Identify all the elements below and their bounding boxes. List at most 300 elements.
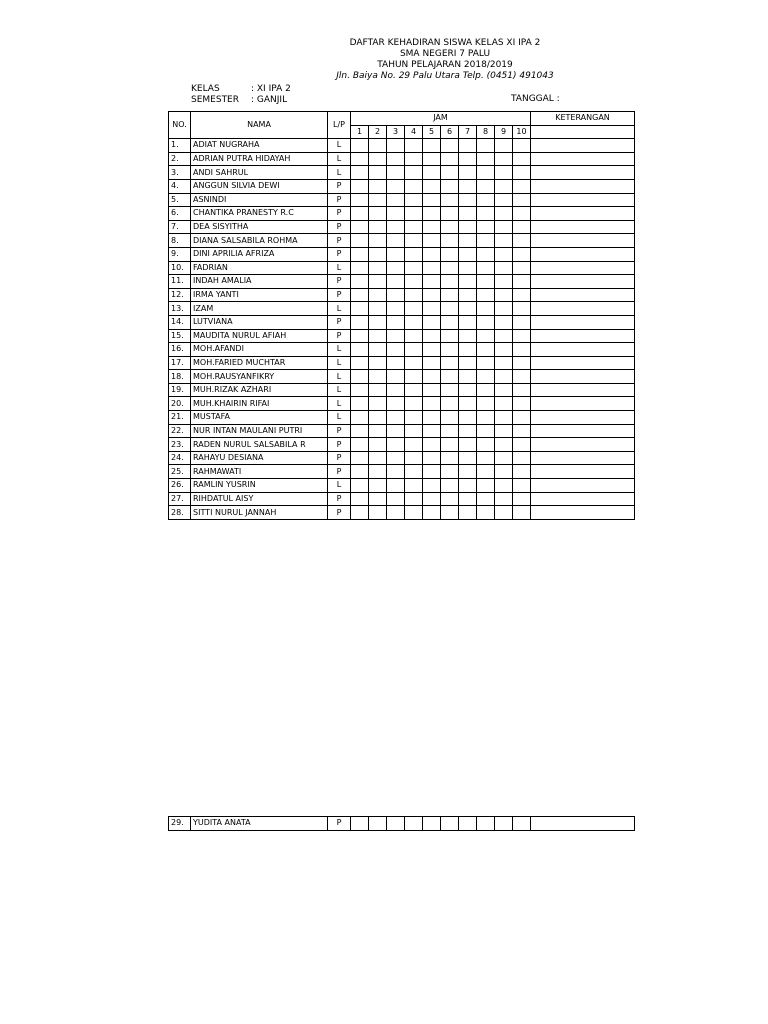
attendance-cell[interactable] (477, 207, 495, 221)
attendance-cell[interactable] (351, 179, 369, 193)
attendance-cell[interactable] (351, 424, 369, 438)
attendance-cell[interactable] (495, 302, 513, 316)
attendance-cell[interactable] (387, 411, 405, 425)
attendance-cell[interactable] (459, 302, 477, 316)
attendance-cell[interactable] (477, 397, 495, 411)
attendance-cell[interactable] (441, 465, 459, 479)
attendance-cell[interactable] (369, 411, 387, 425)
attendance-cell[interactable] (405, 817, 423, 831)
attendance-cell[interactable] (459, 411, 477, 425)
attendance-cell[interactable] (423, 424, 441, 438)
attendance-cell[interactable] (423, 356, 441, 370)
attendance-cell[interactable] (513, 438, 531, 452)
attendance-cell[interactable] (405, 438, 423, 452)
attendance-cell[interactable] (369, 207, 387, 221)
keterangan-cell[interactable] (531, 479, 635, 493)
attendance-cell[interactable] (513, 152, 531, 166)
attendance-cell[interactable] (477, 451, 495, 465)
attendance-cell[interactable] (513, 506, 531, 520)
attendance-cell[interactable] (459, 465, 477, 479)
attendance-cell[interactable] (423, 247, 441, 261)
attendance-cell[interactable] (441, 411, 459, 425)
attendance-cell[interactable] (387, 343, 405, 357)
attendance-cell[interactable] (513, 817, 531, 831)
keterangan-cell[interactable] (531, 139, 635, 153)
keterangan-cell[interactable] (531, 438, 635, 452)
attendance-cell[interactable] (387, 139, 405, 153)
attendance-cell[interactable] (459, 370, 477, 384)
attendance-cell[interactable] (405, 492, 423, 506)
attendance-cell[interactable] (351, 261, 369, 275)
attendance-cell[interactable] (513, 356, 531, 370)
attendance-cell[interactable] (477, 383, 495, 397)
attendance-cell[interactable] (387, 383, 405, 397)
attendance-cell[interactable] (423, 492, 441, 506)
attendance-cell[interactable] (423, 302, 441, 316)
attendance-cell[interactable] (441, 302, 459, 316)
attendance-cell[interactable] (513, 411, 531, 425)
attendance-cell[interactable] (351, 315, 369, 329)
attendance-cell[interactable] (405, 383, 423, 397)
attendance-cell[interactable] (351, 479, 369, 493)
attendance-cell[interactable] (351, 207, 369, 221)
attendance-cell[interactable] (441, 315, 459, 329)
attendance-cell[interactable] (441, 179, 459, 193)
attendance-cell[interactable] (369, 166, 387, 180)
attendance-cell[interactable] (459, 139, 477, 153)
attendance-cell[interactable] (351, 383, 369, 397)
attendance-cell[interactable] (387, 220, 405, 234)
attendance-cell[interactable] (405, 424, 423, 438)
attendance-cell[interactable] (495, 193, 513, 207)
attendance-cell[interactable] (405, 506, 423, 520)
attendance-cell[interactable] (459, 193, 477, 207)
keterangan-cell[interactable] (531, 492, 635, 506)
attendance-cell[interactable] (459, 288, 477, 302)
keterangan-cell[interactable] (531, 817, 635, 831)
attendance-cell[interactable] (513, 383, 531, 397)
attendance-cell[interactable] (459, 438, 477, 452)
attendance-cell[interactable] (351, 152, 369, 166)
attendance-cell[interactable] (477, 152, 495, 166)
attendance-cell[interactable] (369, 302, 387, 316)
attendance-cell[interactable] (405, 234, 423, 248)
attendance-cell[interactable] (441, 424, 459, 438)
attendance-cell[interactable] (441, 343, 459, 357)
attendance-cell[interactable] (423, 261, 441, 275)
attendance-cell[interactable] (441, 479, 459, 493)
attendance-cell[interactable] (513, 302, 531, 316)
attendance-cell[interactable] (387, 275, 405, 289)
attendance-cell[interactable] (405, 302, 423, 316)
attendance-cell[interactable] (477, 139, 495, 153)
attendance-cell[interactable] (495, 451, 513, 465)
attendance-cell[interactable] (495, 234, 513, 248)
attendance-cell[interactable] (405, 207, 423, 221)
attendance-cell[interactable] (459, 397, 477, 411)
keterangan-cell[interactable] (531, 275, 635, 289)
attendance-cell[interactable] (405, 193, 423, 207)
attendance-cell[interactable] (513, 220, 531, 234)
keterangan-cell[interactable] (531, 329, 635, 343)
attendance-cell[interactable] (405, 166, 423, 180)
attendance-cell[interactable] (369, 817, 387, 831)
attendance-cell[interactable] (459, 247, 477, 261)
attendance-cell[interactable] (513, 139, 531, 153)
attendance-cell[interactable] (513, 451, 531, 465)
attendance-cell[interactable] (351, 370, 369, 384)
attendance-cell[interactable] (477, 329, 495, 343)
attendance-cell[interactable] (441, 220, 459, 234)
attendance-cell[interactable] (441, 329, 459, 343)
attendance-cell[interactable] (513, 492, 531, 506)
keterangan-cell[interactable] (531, 315, 635, 329)
attendance-cell[interactable] (495, 424, 513, 438)
attendance-cell[interactable] (513, 179, 531, 193)
attendance-cell[interactable] (513, 315, 531, 329)
attendance-cell[interactable] (495, 275, 513, 289)
attendance-cell[interactable] (477, 220, 495, 234)
keterangan-cell[interactable] (531, 166, 635, 180)
attendance-cell[interactable] (423, 220, 441, 234)
attendance-cell[interactable] (513, 465, 531, 479)
attendance-cell[interactable] (495, 207, 513, 221)
attendance-cell[interactable] (387, 492, 405, 506)
attendance-cell[interactable] (405, 411, 423, 425)
attendance-cell[interactable] (459, 383, 477, 397)
attendance-cell[interactable] (387, 397, 405, 411)
attendance-cell[interactable] (441, 207, 459, 221)
attendance-cell[interactable] (405, 356, 423, 370)
attendance-cell[interactable] (369, 193, 387, 207)
attendance-cell[interactable] (387, 817, 405, 831)
attendance-cell[interactable] (513, 193, 531, 207)
attendance-cell[interactable] (423, 315, 441, 329)
attendance-cell[interactable] (405, 220, 423, 234)
keterangan-cell[interactable] (531, 465, 635, 479)
attendance-cell[interactable] (477, 479, 495, 493)
attendance-cell[interactable] (387, 451, 405, 465)
attendance-cell[interactable] (351, 193, 369, 207)
attendance-cell[interactable] (387, 247, 405, 261)
attendance-cell[interactable] (495, 152, 513, 166)
attendance-cell[interactable] (387, 166, 405, 180)
keterangan-cell[interactable] (531, 411, 635, 425)
attendance-cell[interactable] (387, 506, 405, 520)
attendance-cell[interactable] (369, 315, 387, 329)
attendance-cell[interactable] (459, 479, 477, 493)
attendance-cell[interactable] (351, 139, 369, 153)
keterangan-cell[interactable] (531, 506, 635, 520)
keterangan-cell[interactable] (531, 370, 635, 384)
keterangan-cell[interactable] (531, 220, 635, 234)
attendance-cell[interactable] (513, 329, 531, 343)
attendance-cell[interactable] (477, 370, 495, 384)
attendance-cell[interactable] (423, 370, 441, 384)
attendance-cell[interactable] (405, 397, 423, 411)
attendance-cell[interactable] (351, 275, 369, 289)
attendance-cell[interactable] (441, 288, 459, 302)
attendance-cell[interactable] (423, 234, 441, 248)
attendance-cell[interactable] (495, 479, 513, 493)
attendance-cell[interactable] (387, 315, 405, 329)
attendance-cell[interactable] (405, 465, 423, 479)
attendance-cell[interactable] (441, 492, 459, 506)
attendance-cell[interactable] (495, 288, 513, 302)
attendance-cell[interactable] (477, 193, 495, 207)
attendance-cell[interactable] (477, 275, 495, 289)
keterangan-cell[interactable] (531, 343, 635, 357)
attendance-cell[interactable] (387, 302, 405, 316)
attendance-cell[interactable] (423, 329, 441, 343)
attendance-cell[interactable] (351, 343, 369, 357)
attendance-cell[interactable] (459, 329, 477, 343)
attendance-cell[interactable] (351, 451, 369, 465)
attendance-cell[interactable] (387, 261, 405, 275)
keterangan-cell[interactable] (531, 302, 635, 316)
attendance-cell[interactable] (459, 817, 477, 831)
keterangan-cell[interactable] (531, 451, 635, 465)
attendance-cell[interactable] (351, 288, 369, 302)
keterangan-cell[interactable] (531, 383, 635, 397)
attendance-cell[interactable] (459, 234, 477, 248)
attendance-cell[interactable] (423, 288, 441, 302)
attendance-cell[interactable] (495, 166, 513, 180)
attendance-cell[interactable] (441, 383, 459, 397)
keterangan-cell[interactable] (531, 193, 635, 207)
attendance-cell[interactable] (477, 288, 495, 302)
attendance-cell[interactable] (477, 817, 495, 831)
attendance-cell[interactable] (369, 288, 387, 302)
attendance-cell[interactable] (459, 179, 477, 193)
attendance-cell[interactable] (405, 370, 423, 384)
attendance-cell[interactable] (459, 152, 477, 166)
keterangan-cell[interactable] (531, 179, 635, 193)
attendance-cell[interactable] (441, 451, 459, 465)
attendance-cell[interactable] (369, 247, 387, 261)
attendance-cell[interactable] (369, 370, 387, 384)
attendance-cell[interactable] (351, 166, 369, 180)
attendance-cell[interactable] (459, 492, 477, 506)
attendance-cell[interactable] (369, 451, 387, 465)
attendance-cell[interactable] (495, 343, 513, 357)
attendance-cell[interactable] (513, 424, 531, 438)
attendance-cell[interactable] (459, 315, 477, 329)
attendance-cell[interactable] (387, 424, 405, 438)
attendance-cell[interactable] (369, 397, 387, 411)
keterangan-cell[interactable] (531, 424, 635, 438)
attendance-cell[interactable] (387, 193, 405, 207)
keterangan-cell[interactable] (531, 356, 635, 370)
attendance-cell[interactable] (459, 166, 477, 180)
attendance-cell[interactable] (369, 329, 387, 343)
keterangan-cell[interactable] (531, 397, 635, 411)
attendance-cell[interactable] (477, 356, 495, 370)
attendance-cell[interactable] (495, 370, 513, 384)
attendance-cell[interactable] (405, 288, 423, 302)
attendance-cell[interactable] (441, 438, 459, 452)
attendance-cell[interactable] (441, 397, 459, 411)
attendance-cell[interactable] (369, 479, 387, 493)
attendance-cell[interactable] (495, 492, 513, 506)
attendance-cell[interactable] (423, 139, 441, 153)
attendance-cell[interactable] (495, 179, 513, 193)
keterangan-cell[interactable] (531, 207, 635, 221)
attendance-cell[interactable] (369, 139, 387, 153)
attendance-cell[interactable] (513, 247, 531, 261)
attendance-cell[interactable] (387, 438, 405, 452)
attendance-cell[interactable] (369, 343, 387, 357)
attendance-cell[interactable] (405, 315, 423, 329)
attendance-cell[interactable] (495, 465, 513, 479)
attendance-cell[interactable] (351, 397, 369, 411)
keterangan-cell[interactable] (531, 247, 635, 261)
attendance-cell[interactable] (405, 179, 423, 193)
attendance-cell[interactable] (387, 329, 405, 343)
attendance-cell[interactable] (369, 275, 387, 289)
attendance-cell[interactable] (477, 492, 495, 506)
attendance-cell[interactable] (459, 207, 477, 221)
keterangan-cell[interactable] (531, 152, 635, 166)
attendance-cell[interactable] (423, 179, 441, 193)
attendance-cell[interactable] (459, 220, 477, 234)
attendance-cell[interactable] (423, 397, 441, 411)
attendance-cell[interactable] (423, 438, 441, 452)
attendance-cell[interactable] (423, 166, 441, 180)
attendance-cell[interactable] (423, 506, 441, 520)
attendance-cell[interactable] (495, 817, 513, 831)
attendance-cell[interactable] (441, 234, 459, 248)
attendance-cell[interactable] (405, 329, 423, 343)
attendance-cell[interactable] (423, 207, 441, 221)
attendance-cell[interactable] (441, 370, 459, 384)
attendance-cell[interactable] (423, 451, 441, 465)
attendance-cell[interactable] (351, 438, 369, 452)
attendance-cell[interactable] (387, 479, 405, 493)
attendance-cell[interactable] (351, 220, 369, 234)
attendance-cell[interactable] (513, 234, 531, 248)
attendance-cell[interactable] (441, 152, 459, 166)
attendance-cell[interactable] (495, 411, 513, 425)
attendance-cell[interactable] (351, 234, 369, 248)
attendance-cell[interactable] (405, 139, 423, 153)
attendance-cell[interactable] (513, 397, 531, 411)
keterangan-cell[interactable] (531, 261, 635, 275)
attendance-cell[interactable] (369, 383, 387, 397)
attendance-cell[interactable] (405, 343, 423, 357)
attendance-cell[interactable] (513, 370, 531, 384)
attendance-cell[interactable] (459, 275, 477, 289)
attendance-cell[interactable] (369, 261, 387, 275)
attendance-cell[interactable] (441, 275, 459, 289)
attendance-cell[interactable] (495, 506, 513, 520)
attendance-cell[interactable] (423, 411, 441, 425)
attendance-cell[interactable] (495, 261, 513, 275)
attendance-cell[interactable] (405, 451, 423, 465)
attendance-cell[interactable] (513, 275, 531, 289)
attendance-cell[interactable] (477, 465, 495, 479)
attendance-cell[interactable] (405, 261, 423, 275)
attendance-cell[interactable] (351, 302, 369, 316)
attendance-cell[interactable] (477, 438, 495, 452)
attendance-cell[interactable] (351, 411, 369, 425)
attendance-cell[interactable] (351, 506, 369, 520)
attendance-cell[interactable] (423, 817, 441, 831)
attendance-cell[interactable] (477, 506, 495, 520)
attendance-cell[interactable] (441, 193, 459, 207)
attendance-cell[interactable] (351, 817, 369, 831)
attendance-cell[interactable] (459, 424, 477, 438)
attendance-cell[interactable] (387, 207, 405, 221)
attendance-cell[interactable] (513, 288, 531, 302)
attendance-cell[interactable] (351, 329, 369, 343)
attendance-cell[interactable] (477, 315, 495, 329)
attendance-cell[interactable] (513, 207, 531, 221)
attendance-cell[interactable] (495, 356, 513, 370)
attendance-cell[interactable] (495, 438, 513, 452)
attendance-cell[interactable] (387, 179, 405, 193)
attendance-cell[interactable] (495, 397, 513, 411)
attendance-cell[interactable] (495, 247, 513, 261)
attendance-cell[interactable] (513, 343, 531, 357)
attendance-cell[interactable] (495, 220, 513, 234)
attendance-cell[interactable] (423, 275, 441, 289)
attendance-cell[interactable] (477, 302, 495, 316)
attendance-cell[interactable] (423, 343, 441, 357)
attendance-cell[interactable] (441, 261, 459, 275)
attendance-cell[interactable] (405, 479, 423, 493)
attendance-cell[interactable] (351, 492, 369, 506)
attendance-cell[interactable] (369, 438, 387, 452)
attendance-cell[interactable] (405, 247, 423, 261)
attendance-cell[interactable] (459, 356, 477, 370)
attendance-cell[interactable] (477, 261, 495, 275)
attendance-cell[interactable] (495, 315, 513, 329)
attendance-cell[interactable] (441, 139, 459, 153)
attendance-cell[interactable] (369, 220, 387, 234)
attendance-cell[interactable] (441, 356, 459, 370)
attendance-cell[interactable] (477, 234, 495, 248)
attendance-cell[interactable] (459, 261, 477, 275)
attendance-cell[interactable] (387, 370, 405, 384)
attendance-cell[interactable] (387, 465, 405, 479)
attendance-cell[interactable] (369, 234, 387, 248)
attendance-cell[interactable] (369, 506, 387, 520)
attendance-cell[interactable] (369, 179, 387, 193)
attendance-cell[interactable] (405, 275, 423, 289)
attendance-cell[interactable] (477, 247, 495, 261)
attendance-cell[interactable] (423, 465, 441, 479)
attendance-cell[interactable] (477, 411, 495, 425)
attendance-cell[interactable] (423, 152, 441, 166)
attendance-cell[interactable] (351, 247, 369, 261)
attendance-cell[interactable] (459, 451, 477, 465)
attendance-cell[interactable] (423, 193, 441, 207)
attendance-cell[interactable] (459, 343, 477, 357)
attendance-cell[interactable] (387, 152, 405, 166)
attendance-cell[interactable] (441, 506, 459, 520)
attendance-cell[interactable] (387, 234, 405, 248)
attendance-cell[interactable] (513, 479, 531, 493)
attendance-cell[interactable] (495, 139, 513, 153)
attendance-cell[interactable] (387, 288, 405, 302)
attendance-cell[interactable] (477, 166, 495, 180)
attendance-cell[interactable] (369, 356, 387, 370)
attendance-cell[interactable] (495, 383, 513, 397)
keterangan-cell[interactable] (531, 288, 635, 302)
attendance-cell[interactable] (441, 817, 459, 831)
attendance-cell[interactable] (495, 329, 513, 343)
